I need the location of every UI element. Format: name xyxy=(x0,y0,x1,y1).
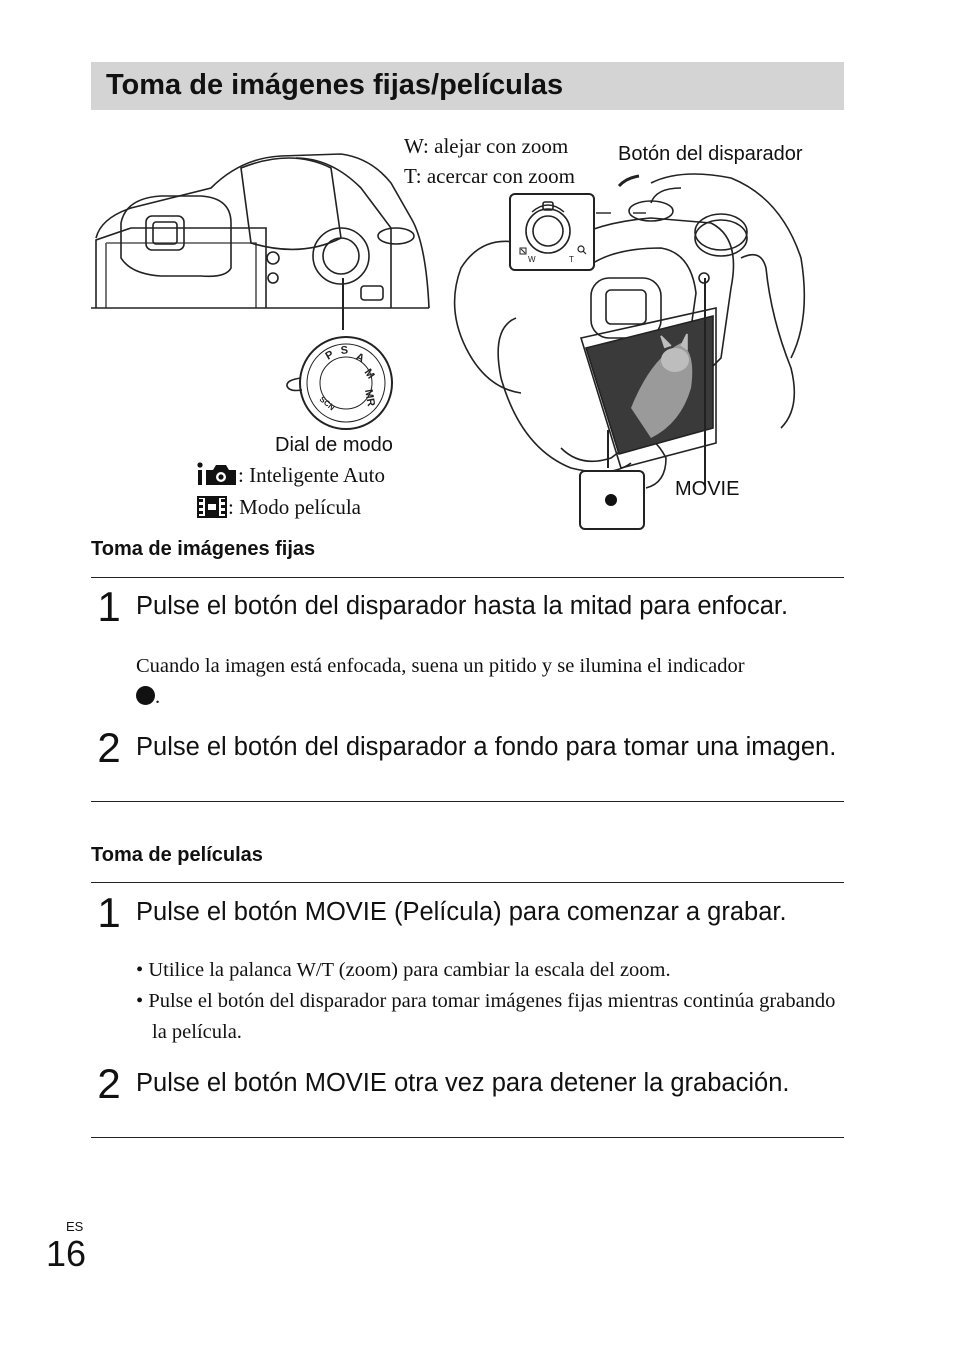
intelligent-auto-row xyxy=(196,461,385,488)
step-number: 2 xyxy=(97,724,121,771)
step-number: 1 xyxy=(97,889,121,936)
camera-top-view xyxy=(91,154,429,308)
lever-t-label: T xyxy=(569,255,574,264)
lcd-photo xyxy=(586,316,713,454)
focus-indicator-icon xyxy=(136,686,155,705)
divider xyxy=(91,801,844,802)
intelligent-auto-text: : Inteligente Auto xyxy=(238,463,385,487)
bullet-text: Utilice la palanca W/T (zoom) para cambiar la escala del zoom. xyxy=(148,959,671,981)
bullet-item: • Pulse el botón del disparador para tomar imágenes fijas mientras continúa grabando la película. xyxy=(136,990,836,1043)
zoom-t-label: T: acercar con zoom xyxy=(404,164,575,188)
page-language: ES xyxy=(66,1219,84,1234)
step-note: Cuando la imagen está enfocada, suena un pitido y se ilumina el indicador . xyxy=(136,655,745,708)
divider xyxy=(91,882,844,883)
movie-button-label: MOVIE xyxy=(675,478,740,500)
step-text: Pulse el botón MOVIE otra vez para detener la grabación. xyxy=(136,1069,790,1097)
step-number: 2 xyxy=(97,1060,121,1107)
movie-section-heading: Toma de películas xyxy=(91,844,263,866)
step-text: Pulse el botón MOVIE (Película) para comenzar a grabar. xyxy=(136,898,787,926)
zoom-w-label: W: alejar con zoom xyxy=(404,134,569,158)
step-text: Pulse el botón del disparador hasta la mitad para enfocar. xyxy=(136,592,789,620)
mode-dial-label: Dial de modo xyxy=(275,434,393,456)
step-text: Pulse el botón del disparador a fondo para tomar una imagen. xyxy=(136,733,837,761)
step-number: 1 xyxy=(97,583,121,630)
intelligent-auto-icon xyxy=(196,461,238,487)
svg-text:SCN: SCN xyxy=(317,394,337,413)
svg-text:P: P xyxy=(323,348,336,363)
film-strip-icon xyxy=(196,495,228,519)
bullet-item: • Utilice la palanca W/T (zoom) para cambiar la escala del zoom. xyxy=(136,959,671,981)
movie-button-icon xyxy=(580,471,644,529)
step-note-text: Cuando la imagen está enfocada, suena un pitido y se ilumina el indicador xyxy=(136,655,745,677)
svg-text:M: M xyxy=(361,366,377,382)
lever-w-label: W xyxy=(528,255,536,264)
shutter-button-label: Botón del disparador xyxy=(618,143,803,165)
svg-text:S: S xyxy=(340,344,349,357)
bullet-text: Pulse el botón del disparador para tomar imágenes fijas mientras continúa grabando la película. xyxy=(148,990,836,1043)
svg-text:MR: MR xyxy=(362,388,377,408)
mode-dial-icon xyxy=(287,337,392,429)
movie-mode-row xyxy=(196,494,361,520)
divider xyxy=(91,577,844,578)
svg-text:A: A xyxy=(353,350,367,366)
movie-mode-text: : Modo película xyxy=(228,495,361,519)
page-number: 16 xyxy=(46,1233,87,1274)
divider xyxy=(91,1137,844,1138)
page-title: Toma de imágenes fijas/películas xyxy=(106,69,564,101)
still-section-heading: Toma de imágenes fijas xyxy=(91,538,316,560)
zoom-lever-icon xyxy=(510,194,594,270)
